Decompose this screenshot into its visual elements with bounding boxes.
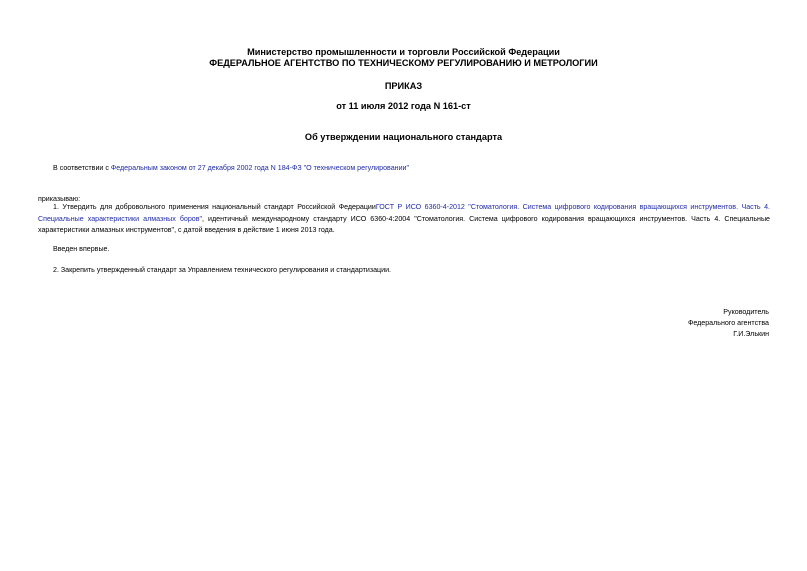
item-1-suffix: , идентичный международному стандарту ИСО 6360-4:2004 "Стоматология. Система цифрового кодирования вращающихся инструментов. Часть 4. Специальные характеристики алмазных инструментов", с датой введения в действие 1 июня 2013 года. <box>38 214 770 234</box>
gost-standard-link[interactable]: ГОСТ Р ИСО 6360-4-2012 "Стоматология. Система цифрового кодирования вращающихся инструментов. Часть 4. Специальные характеристики алмазных боров" <box>38 203 770 223</box>
signature-role-2: Федерального агентства <box>687 319 769 327</box>
item-1-prefix: 1. Утвердить для добровольного применения национальный стандарт Российской Федерации <box>53 203 376 211</box>
introduced-note: Введен впервые. <box>53 245 110 253</box>
document-date-number: от 11 июля 2012 года N 161-ст <box>336 101 471 111</box>
agency-title: ФЕДЕРАЛЬНОЕ АГЕНТСТВО ПО ТЕХНИЧЕСКОМУ РЕГУЛИРОВАНИЮ И МЕТРОЛОГИИ <box>209 58 598 68</box>
ministry-title: Министерство промышленности и торговли Российской Федерации <box>247 47 560 57</box>
document-subject: Об утверждении национального стандарта <box>304 132 503 142</box>
document-type: ПРИКАЗ <box>384 81 423 91</box>
federal-law-link[interactable]: Федеральным законом от 27 декабря 2002 года N 184-ФЗ "О техническом регулировании" <box>110 164 410 172</box>
order-word: приказываю: <box>38 195 81 203</box>
signature-name: Г.И.Элькин <box>733 330 769 338</box>
item-1-paragraph <box>38 202 770 237</box>
basis-prefix: В соответствии с <box>53 164 111 172</box>
signature-role-1: Руководитель <box>723 308 769 316</box>
item-2-paragraph: 2. Закрепить утвержденный стандарт за Управлением технического регулирования и стандартизации. <box>53 266 392 274</box>
basis-paragraph <box>53 163 773 175</box>
